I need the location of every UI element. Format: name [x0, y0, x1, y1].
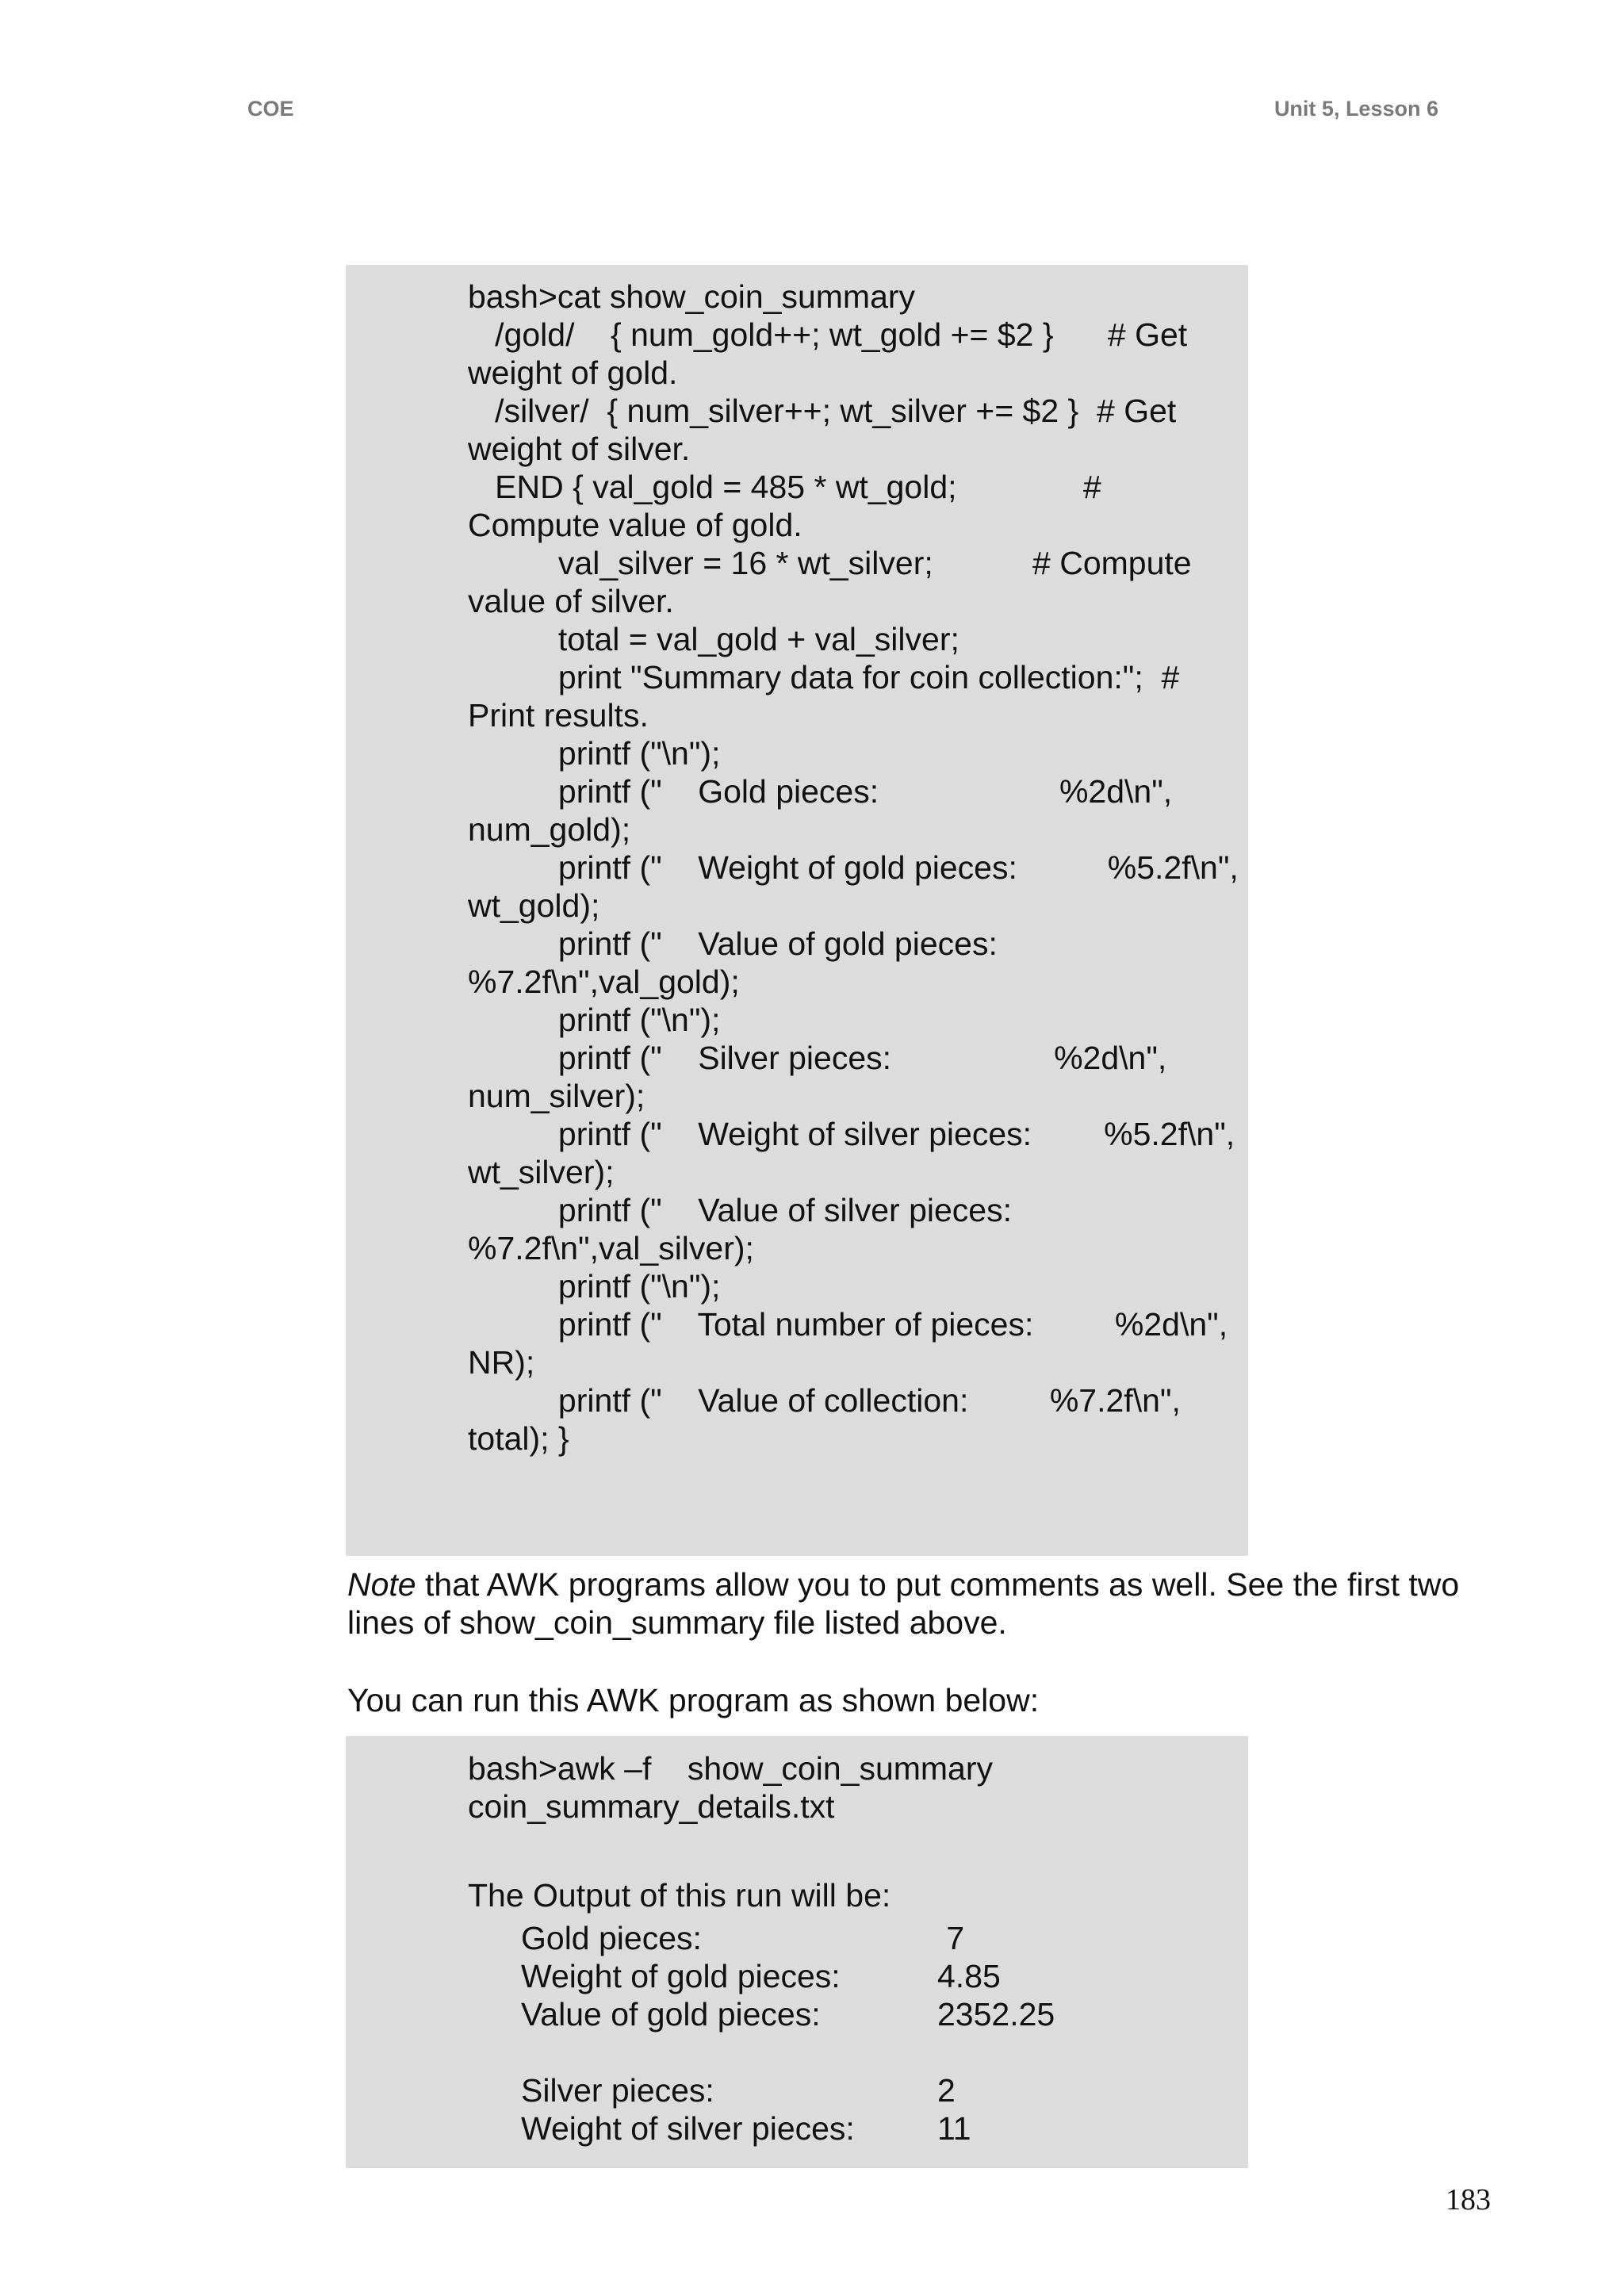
code-line: num_gold);: [468, 811, 631, 848]
output-label: Silver pieces:: [521, 2072, 714, 2109]
code-line: Compute value of gold.: [468, 507, 802, 543]
output-row: [521, 2109, 971, 2224]
output-value: 4.85: [937, 1958, 1001, 1994]
code-line: %7.2f\n",val_gold);: [468, 964, 740, 1000]
code-line: weight of silver.: [468, 431, 691, 467]
code-line: total); }: [468, 1420, 569, 1457]
code-line: /silver/ { num_silver++; wt_silver += $2 } # Get: [468, 393, 1177, 429]
code-line: coin_summary_details.txt: [468, 1788, 835, 1825]
output-label: Gold pieces:: [521, 1920, 702, 1956]
code-line: printf (" Silver pieces: %2d\n",: [468, 1040, 1167, 1076]
note-italic-word: Note: [347, 1566, 416, 1603]
page-number: 183: [1446, 2183, 1491, 2216]
output-value: 7: [937, 1920, 965, 1956]
output-value: 2352.25: [937, 1996, 1055, 2033]
code-line: printf ("\n");: [468, 1002, 721, 1038]
output-label: Value of gold pieces:: [521, 1996, 821, 2033]
output-label: Weight of gold pieces:: [521, 1958, 841, 1994]
code-line: printf (" Value of gold pieces:: [468, 925, 998, 962]
code-line: %7.2f\n",val_silver);: [468, 1230, 754, 1266]
code-block-1: [468, 278, 1239, 1458]
code-line: Print results.: [468, 697, 649, 734]
code-line: printf ("\n");: [468, 1268, 721, 1305]
code-line: printf (" Value of collection: %7.2f\n",: [468, 1382, 1181, 1419]
code-line: printf (" Weight of silver pieces: %5.2f\n",: [468, 1116, 1235, 1152]
output-label: Weight of silver pieces:: [521, 2110, 855, 2147]
code-line: END { val_gold = 485 * wt_gold; #: [468, 469, 1101, 505]
note-line2-text: lines of show_coin_summary file listed above.: [347, 1604, 1007, 1641]
header-course: COE: [247, 97, 294, 121]
code-line: value of silver.: [468, 583, 674, 619]
output-value: 11: [937, 2110, 971, 2147]
code-line: wt_silver);: [468, 1154, 615, 1190]
code-line: num_silver);: [468, 1078, 645, 1114]
note-paragraph: [347, 1565, 1459, 1642]
code-line: printf (" Value of silver pieces:: [468, 1192, 1012, 1228]
code-line: NR);: [468, 1344, 535, 1381]
code-line: bash>cat show_coin_summary: [468, 278, 916, 315]
code-line: /gold/ { num_gold++; wt_gold += $2 } # Get: [468, 316, 1188, 353]
output-value: 2: [937, 2072, 956, 2109]
code-line: bash>awk –f show_coin_summary: [468, 1750, 994, 1787]
code-block-2: [468, 1749, 993, 1826]
code-line: wt_gold);: [468, 887, 600, 924]
header-unit-lesson: Unit 5, Lesson 6: [1274, 97, 1438, 121]
code-line: printf ("\n");: [468, 735, 721, 772]
code-line: printf (" Weight of gold pieces: %5.2f\n",: [468, 849, 1239, 886]
note-line1-text: that AWK programs allow you to put comments as well. See the first two: [416, 1566, 1460, 1603]
code-line: val_silver = 16 * wt_silver; # Compute: [468, 545, 1192, 581]
code-line: printf (" Total number of pieces: %2d\n",: [468, 1306, 1228, 1343]
code-line: weight of gold.: [468, 354, 678, 391]
code-line: total = val_gold + val_silver;: [468, 621, 959, 657]
code-line: printf (" Gold pieces: %2d\n",: [468, 773, 1173, 810]
output-heading: The Output of this run will be:: [468, 1877, 891, 1914]
code-line: print "Summary data for coin collection:"; #: [468, 659, 1180, 695]
run-intro-text: You can run this AWK program as shown below:: [347, 1682, 1040, 1718]
